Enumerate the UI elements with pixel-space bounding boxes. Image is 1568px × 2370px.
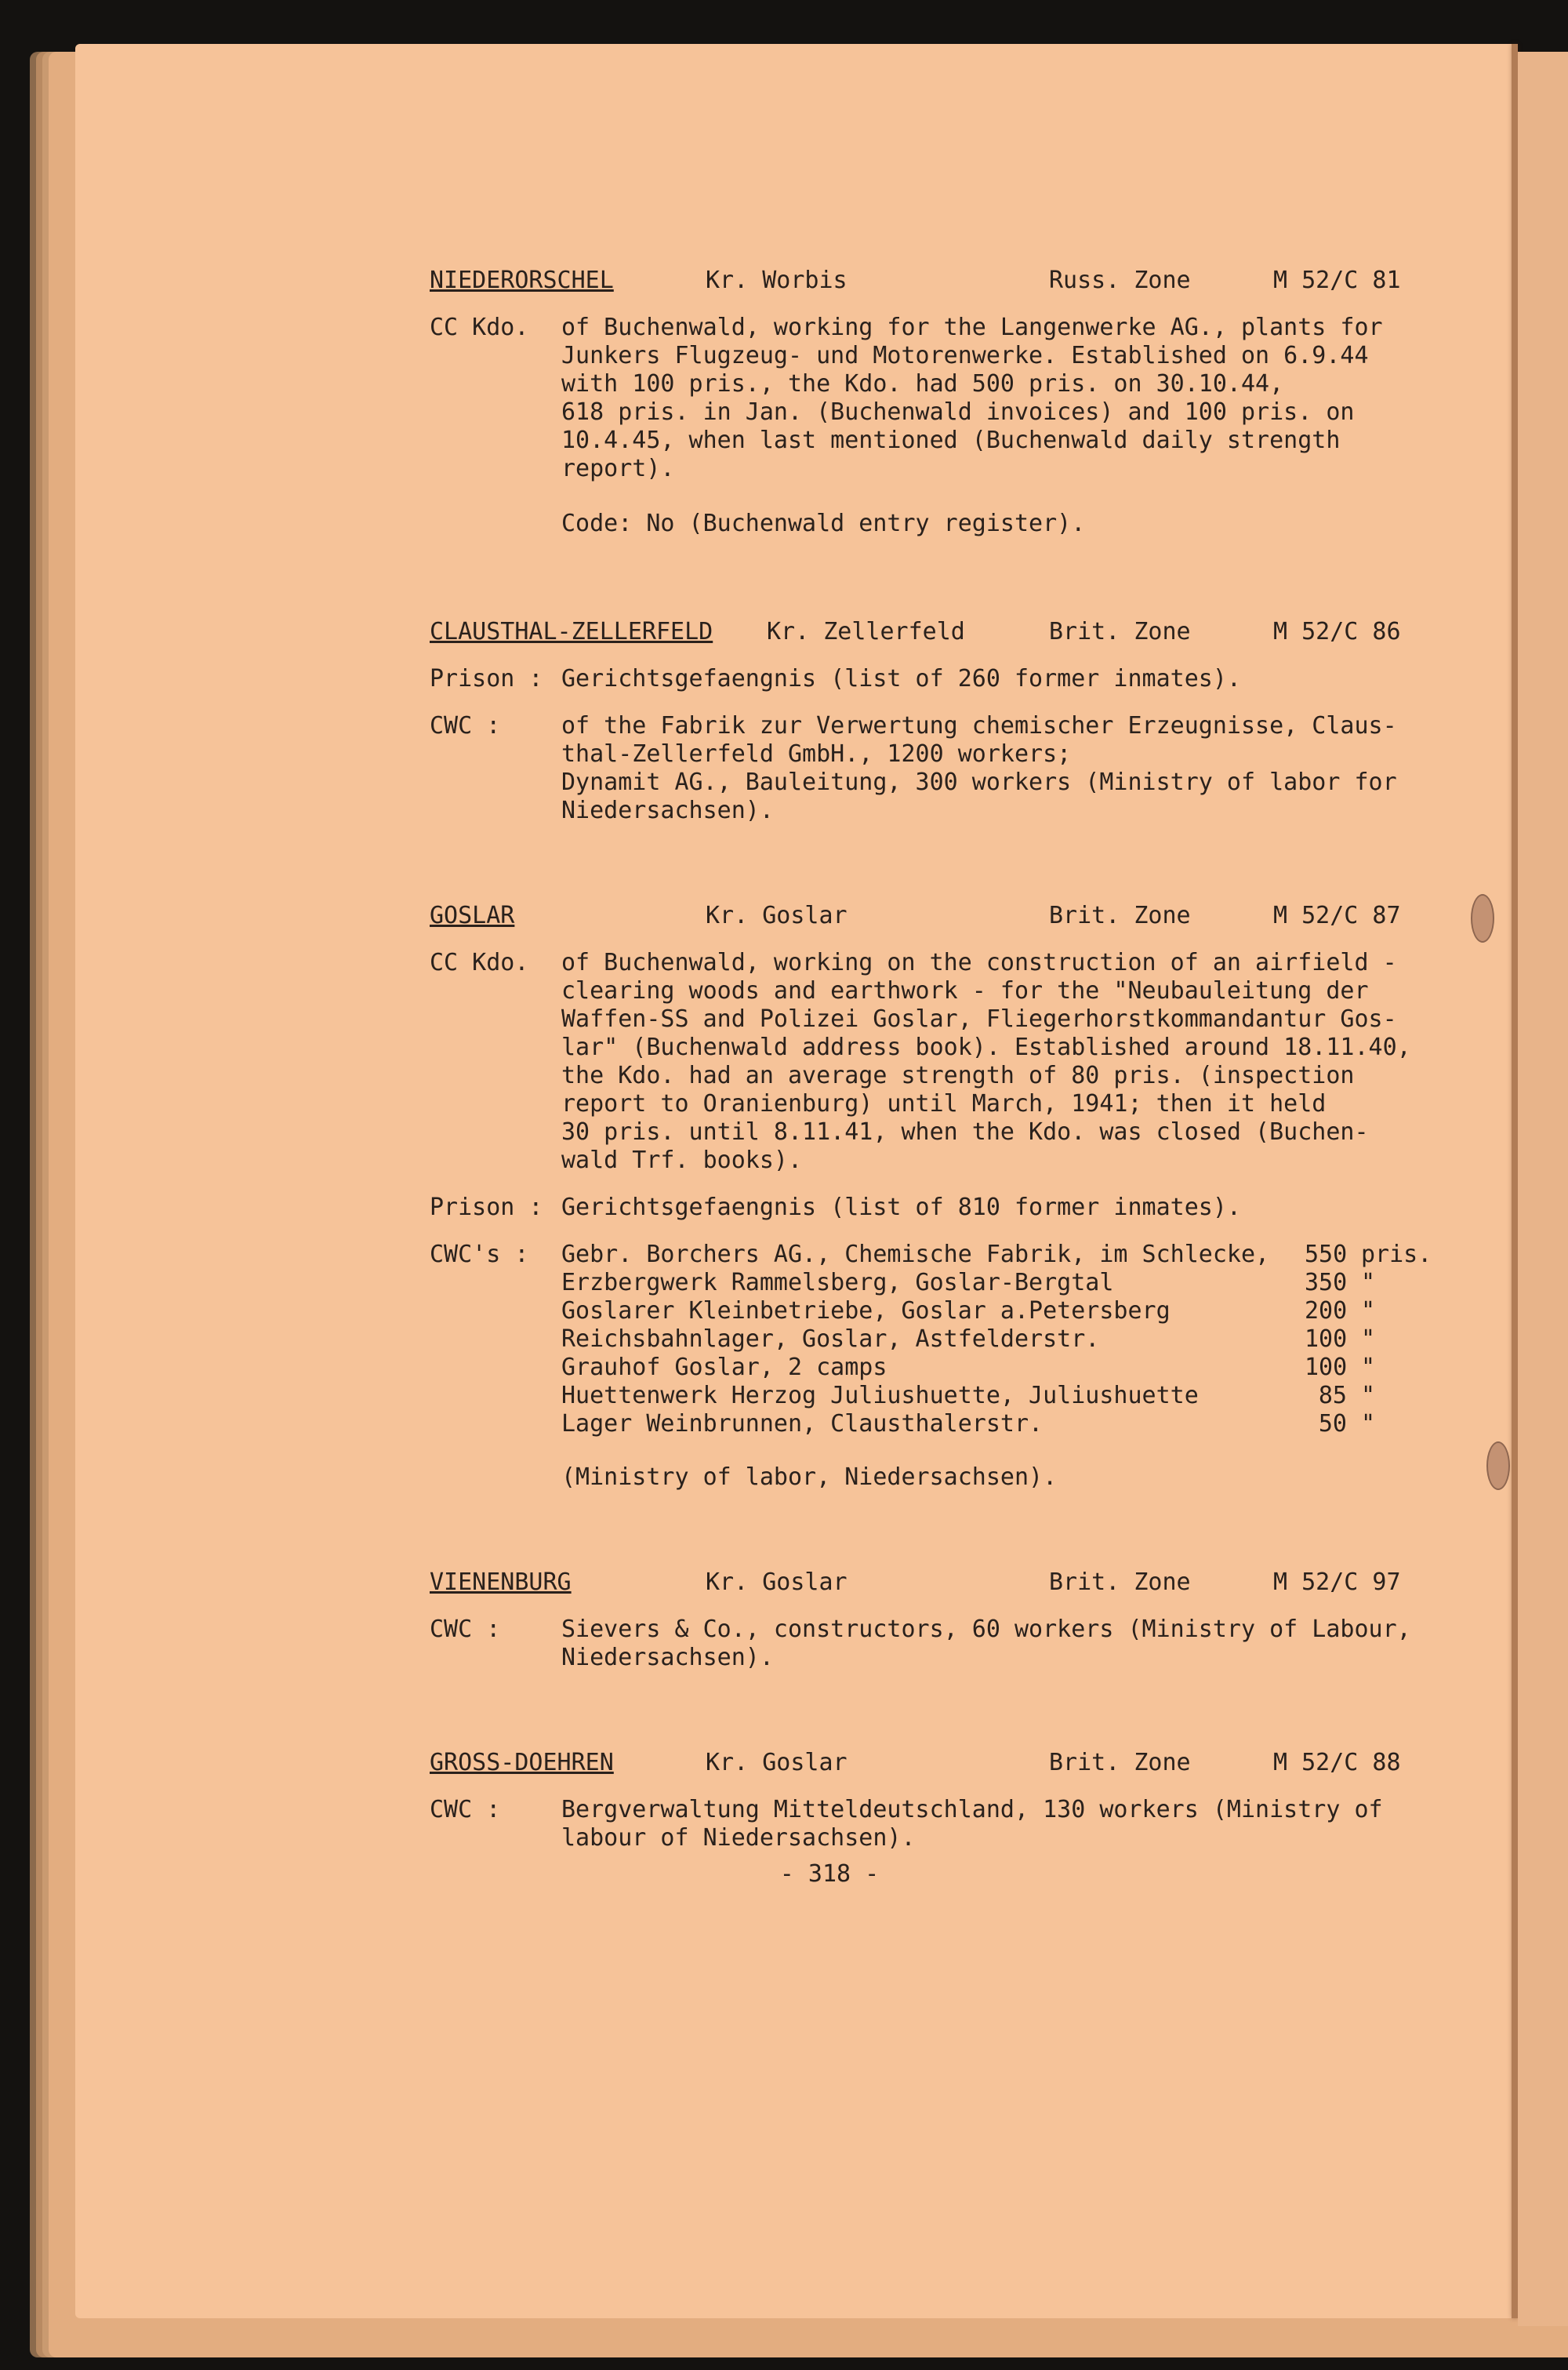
typed-document xyxy=(430,267,1449,1888)
entry-header xyxy=(430,618,1449,656)
facing-page-edge xyxy=(1518,52,1568,2326)
place-name: CLAUSTHAL-ZELLERFELD xyxy=(430,618,713,645)
cwc-name: Gebr. Borchers AG., Chemische Fabrik, im Schlecke, xyxy=(561,1241,1270,1268)
cwc-name: Goslarer Kleinbetriebe, Goslar a.Petersberg xyxy=(561,1297,1171,1325)
cwc-unit: " xyxy=(1361,1354,1376,1381)
district: Kr. Goslar xyxy=(706,902,848,929)
book-gutter xyxy=(1512,44,1518,2318)
entry-row xyxy=(430,1616,1449,1672)
page-tab-mark xyxy=(1471,894,1494,943)
reference-code: M 52/C 97 xyxy=(1273,1568,1401,1596)
zone: Russ. Zone xyxy=(1049,267,1191,294)
cwc-item xyxy=(561,1269,1449,1297)
row-label: CC Kdo. xyxy=(430,314,529,341)
row-label: CWC : xyxy=(430,712,501,740)
zone: Brit. Zone xyxy=(1049,902,1191,929)
row-label: Prison : xyxy=(430,665,543,692)
cwc-item xyxy=(561,1410,1449,1438)
cwc-unit: " xyxy=(1361,1297,1376,1325)
place-name: GOSLAR xyxy=(430,902,515,929)
row-label: CC Kdo. xyxy=(430,949,529,976)
entry-row xyxy=(430,314,1449,483)
entry-row xyxy=(430,665,1449,693)
cwc-item xyxy=(561,1382,1449,1410)
entry-header xyxy=(430,267,1449,304)
cwc-name: Reichsbahnlager, Goslar, Astfelderstr. xyxy=(561,1325,1100,1353)
cwc-name: Huettenwerk Herzog Juliushuette, Juliushuette xyxy=(561,1382,1199,1409)
entry-header xyxy=(430,1749,1449,1787)
row-label: CWC's : xyxy=(430,1241,529,1268)
row-text: of Buchenwald, working for the Langenwerke AG., plants for Junkers Flugzeug- und Motorenwerke. Established on 6.9.44 with 100 pris., the Kdo. had 500 pris. on 30.10.44, 618 pris. in Jan. (Buchenwald invoices) and 100 pris. on 10.4.45, when last mentioned (Buchenwald daily strength report). xyxy=(561,314,1383,482)
row-label: CWC : xyxy=(430,1796,501,1823)
entry-row xyxy=(430,949,1449,1175)
entry-header xyxy=(430,902,1449,940)
entry-header xyxy=(430,1568,1449,1606)
cwc-count: 50 xyxy=(1318,1410,1347,1438)
cwc-count: 100 xyxy=(1305,1354,1348,1381)
cwc-count: 550 xyxy=(1305,1241,1348,1268)
cwc-list xyxy=(430,1241,1449,1492)
entry-row xyxy=(430,712,1449,825)
reference-code: M 52/C 86 xyxy=(1273,618,1401,645)
row-text: of the Fabrik zur Verwertung chemischer Erzeugnisse, Claus- thal-Zellerfeld GmbH., 1200 workers; Dynamit AG., Bauleitung, 300 workers (Ministry of labor for Niedersachsen). xyxy=(561,712,1397,824)
row-label: Prison : xyxy=(430,1194,543,1221)
cwc-unit: " xyxy=(1361,1269,1376,1296)
cwc-name: Lager Weinbrunnen, Clausthalerstr. xyxy=(561,1410,1044,1438)
zone: Brit. Zone xyxy=(1049,1568,1191,1596)
cwc-count: 350 xyxy=(1305,1269,1348,1296)
row-text: Gerichtsgefaengnis (list of 810 former inmates). xyxy=(561,1194,1241,1221)
reference-code: M 52/C 81 xyxy=(1273,267,1401,294)
row-label: CWC : xyxy=(430,1616,501,1643)
page-number: - 318 - xyxy=(779,1860,880,1888)
place-name: GROSS-DOEHREN xyxy=(430,1749,614,1776)
reference-code: M 52/C 88 xyxy=(1273,1749,1401,1776)
row-text: Sievers & Co., constructors, 60 workers (Ministry of Labour, Niedersachsen). xyxy=(561,1616,1411,1671)
zone: Brit. Zone xyxy=(1049,618,1191,645)
district: Kr. Goslar xyxy=(706,1749,848,1776)
entry-row xyxy=(430,510,1449,538)
district: Kr. Zellerfeld xyxy=(767,618,965,645)
entry-row xyxy=(430,1194,1449,1222)
cwc-item xyxy=(561,1325,1449,1354)
cwc-item xyxy=(561,1354,1449,1382)
cwc-count: 100 xyxy=(1305,1325,1348,1353)
cwc-unit: " xyxy=(1361,1382,1376,1409)
cwc-count: 200 xyxy=(1305,1297,1348,1325)
row-text: Code: No (Buchenwald entry register). xyxy=(561,510,1086,537)
cwc-item xyxy=(561,1241,1449,1269)
district: Kr. Goslar xyxy=(706,1568,848,1596)
cwc-unit: pris. xyxy=(1361,1241,1432,1268)
place-name: VIENENBURG xyxy=(430,1568,572,1596)
cwc-name: Grauhof Goslar, 2 camps xyxy=(561,1354,887,1381)
row-text: of Buchenwald, working on the construction of an airfield - clearing woods and earthwork - for the "Neubauleitung der Waffen-SS and Polizei Goslar, Fliegerhorstkommandantur Gos- lar" (Buchenwald address book). Established around 18.11.40, the Kdo. had an average strength of 80 pris. (inspection report to Oranienburg) until March, 1941; then it held 30 pris. until 8.11.41, when the Kdo. was closed (Buchen- wald Trf. books). xyxy=(561,949,1411,1174)
entry-row xyxy=(430,1796,1449,1852)
district: Kr. Worbis xyxy=(706,267,848,294)
cwc-item xyxy=(561,1297,1449,1325)
reference-code: M 52/C 87 xyxy=(1273,902,1401,929)
page-tab-mark xyxy=(1486,1441,1510,1490)
cwc-unit: " xyxy=(1361,1410,1376,1438)
row-text: Bergverwaltung Mitteldeutschland, 130 workers (Ministry of labour of Niedersachsen). xyxy=(561,1796,1383,1852)
place-name: NIEDERORSCHEL xyxy=(430,267,614,294)
cwc-count: 85 xyxy=(1318,1382,1347,1409)
cwc-name: Erzbergwerk Rammelsberg, Goslar-Bergtal xyxy=(561,1269,1114,1296)
zone: Brit. Zone xyxy=(1049,1749,1191,1776)
cwc-source-note: (Ministry of labor, Niedersachsen). xyxy=(561,1463,1058,1491)
row-text: Gerichtsgefaengnis (list of 260 former inmates). xyxy=(561,665,1241,692)
cwc-unit: " xyxy=(1361,1325,1376,1353)
